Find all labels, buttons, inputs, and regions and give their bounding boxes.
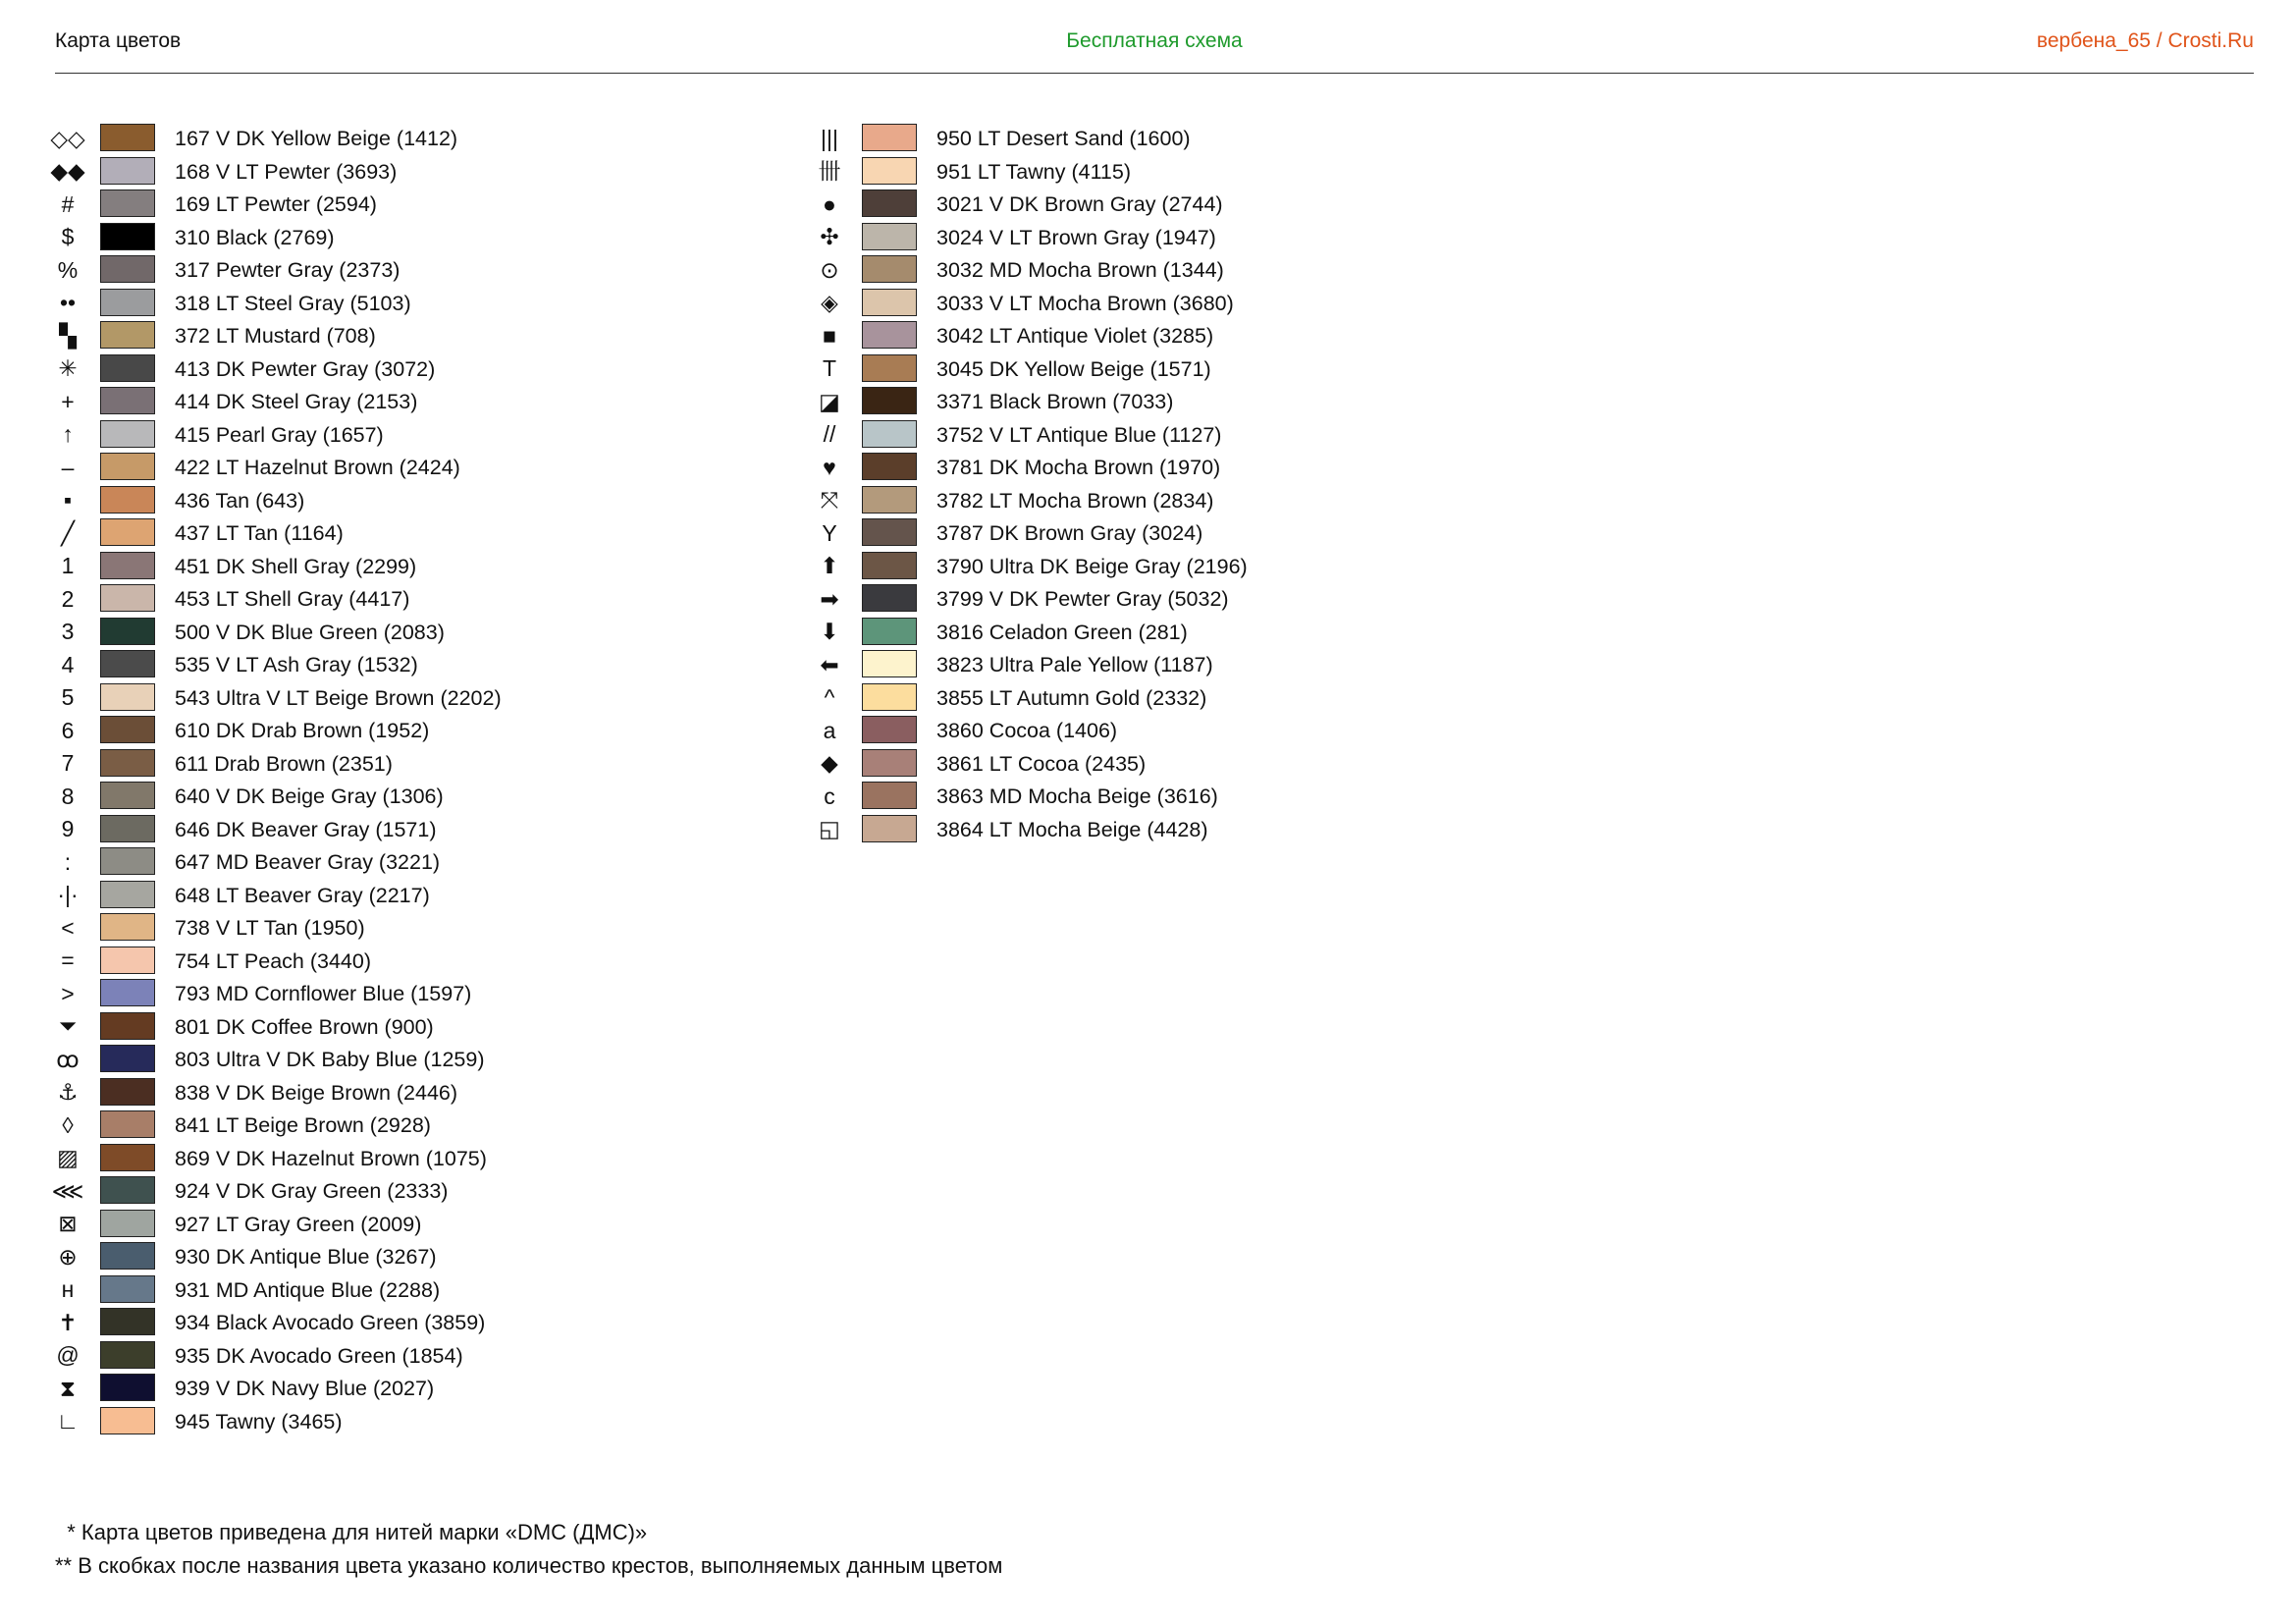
color-swatch bbox=[100, 552, 155, 579]
color-label: 924 V DK Gray Green (2333) bbox=[175, 1179, 449, 1203]
legend-row bbox=[51, 155, 777, 189]
legend-row bbox=[51, 221, 777, 254]
arrow-right-filled-icon: ➡ bbox=[820, 585, 839, 612]
circled-plus-icon: ⊕ bbox=[58, 1243, 78, 1270]
digit-8-icon: 8 bbox=[61, 783, 75, 809]
legend-row bbox=[813, 253, 1539, 287]
digit-1-icon: 1 bbox=[61, 553, 75, 578]
color-label: 3024 V LT Brown Gray (1947) bbox=[936, 225, 1216, 249]
color-label: 3863 MD Mocha Beige (3616) bbox=[936, 784, 1218, 808]
color-swatch bbox=[100, 815, 155, 842]
color-label: 3782 LT Mocha Brown (2834) bbox=[936, 488, 1214, 513]
filled-square-icon: ■ bbox=[823, 322, 836, 349]
color-swatch bbox=[100, 124, 155, 151]
legend-row bbox=[813, 385, 1539, 418]
color-swatch bbox=[100, 1176, 155, 1204]
color-swatch bbox=[862, 420, 917, 448]
color-swatch bbox=[862, 650, 917, 677]
color-label: 801 DK Coffee Brown (900) bbox=[175, 1014, 434, 1039]
color-label: 738 V LT Tan (1950) bbox=[175, 916, 365, 940]
cross-icon: ✝ bbox=[58, 1309, 78, 1335]
dash-icon: – bbox=[61, 454, 75, 480]
color-label: 3045 DK Yellow Beige (1571) bbox=[936, 356, 1211, 381]
color-label: 310 Black (2769) bbox=[175, 225, 335, 249]
triple-bar-icon: ||| bbox=[821, 125, 838, 151]
legend-row bbox=[813, 287, 1539, 320]
legend-row bbox=[51, 813, 777, 846]
legend-row bbox=[51, 977, 777, 1010]
color-swatch bbox=[862, 716, 917, 743]
legend-row bbox=[51, 845, 777, 879]
legend-row bbox=[51, 1076, 777, 1109]
color-label: 939 V DK Navy Blue (2027) bbox=[175, 1377, 435, 1400]
page-header bbox=[55, 29, 2254, 65]
legend-row bbox=[51, 747, 777, 781]
dot-bar-dot-icon: ·|· bbox=[57, 882, 79, 907]
color-label: 437 LT Tan (1164) bbox=[175, 521, 344, 545]
color-swatch bbox=[100, 1242, 155, 1270]
legend-row bbox=[51, 1142, 777, 1175]
legend-row bbox=[813, 813, 1539, 846]
double-triangle-down-icon: ⏷ bbox=[58, 1013, 78, 1039]
color-swatch bbox=[862, 815, 917, 842]
color-swatch bbox=[100, 321, 155, 349]
digit-3-icon: 3 bbox=[61, 619, 75, 644]
color-label: 934 Black Avocado Green (3859) bbox=[175, 1311, 486, 1334]
dollar-icon: $ bbox=[61, 224, 75, 249]
color-swatch bbox=[862, 683, 917, 711]
header-divider bbox=[55, 73, 2254, 74]
color-swatch bbox=[862, 486, 917, 514]
color-label: 930 DK Antique Blue (3267) bbox=[175, 1245, 437, 1269]
color-label: 167 V DK Yellow Beige (1412) bbox=[175, 127, 458, 150]
legend-row bbox=[813, 648, 1539, 681]
arrow-down-filled-icon: ⬇ bbox=[820, 619, 839, 644]
half-filled-square-icon: ◪ bbox=[819, 388, 840, 414]
color-label: 3371 Black Brown (7033) bbox=[936, 390, 1174, 413]
color-label: 3855 LT Autumn Gold (2332) bbox=[936, 685, 1207, 710]
color-swatch bbox=[100, 947, 155, 974]
legend-row bbox=[51, 648, 777, 681]
color-swatch bbox=[100, 979, 155, 1006]
legend-row bbox=[813, 681, 1539, 715]
legend-row bbox=[813, 747, 1539, 781]
digit-7-icon: 7 bbox=[61, 750, 75, 776]
legend-row bbox=[813, 451, 1539, 484]
tally-hash-icon: 卌 bbox=[818, 158, 841, 184]
corner-l-icon: ∟ bbox=[56, 1408, 80, 1434]
trefoil-icon: ꝏ bbox=[56, 1046, 80, 1072]
color-label: 413 DK Pewter Gray (3072) bbox=[175, 356, 436, 381]
checker-icon: ▚ bbox=[59, 322, 77, 349]
color-label: 535 V LT Ash Gray (1532) bbox=[175, 653, 418, 676]
color-swatch bbox=[862, 584, 917, 612]
color-swatch bbox=[100, 518, 155, 546]
color-swatch bbox=[100, 1407, 155, 1434]
color-swatch bbox=[100, 913, 155, 941]
legend-row bbox=[51, 616, 777, 649]
footer-note-dmc: * Карта цветов приведена для нитей марки «DMC (ДМС)» bbox=[55, 1520, 648, 1544]
digit-9-icon: 9 bbox=[61, 816, 75, 841]
color-swatch bbox=[862, 354, 917, 382]
legend-row bbox=[813, 352, 1539, 386]
legend-row bbox=[813, 418, 1539, 452]
cross-arrows-icon: ⤧ bbox=[820, 487, 839, 513]
color-swatch bbox=[100, 1012, 155, 1040]
legend-row bbox=[51, 780, 777, 813]
legend-row bbox=[51, 879, 777, 912]
legend-row bbox=[51, 945, 777, 978]
color-label: 3752 V LT Antique Blue (1127) bbox=[936, 422, 1222, 447]
legend-row bbox=[51, 1043, 777, 1076]
legend-row bbox=[51, 681, 777, 715]
angle-left-icon: < bbox=[61, 914, 75, 941]
color-swatch bbox=[100, 387, 155, 414]
color-swatch bbox=[100, 1210, 155, 1237]
color-label: 453 LT Shell Gray (4417) bbox=[175, 587, 410, 611]
color-swatch bbox=[862, 321, 917, 349]
color-label: 610 DK Drab Brown (1952) bbox=[175, 719, 430, 742]
percent-icon: % bbox=[57, 256, 79, 283]
color-label: 3861 LT Cocoa (2435) bbox=[936, 751, 1147, 776]
double-slash-icon: // bbox=[823, 421, 836, 447]
double-dot-icon: •• bbox=[59, 290, 77, 315]
color-swatch bbox=[100, 354, 155, 382]
color-swatch bbox=[100, 1144, 155, 1171]
legend-row bbox=[51, 911, 777, 945]
color-label: 931 MD Antique Blue (2288) bbox=[175, 1277, 441, 1302]
color-label: 3816 Celadon Green (281) bbox=[936, 620, 1188, 644]
letter-t-icon: T bbox=[822, 355, 837, 381]
color-swatch bbox=[100, 584, 155, 612]
color-label: 451 DK Shell Gray (2299) bbox=[175, 554, 417, 578]
legend-row bbox=[813, 780, 1539, 813]
anchor-icon: ⚓ bbox=[57, 1079, 79, 1105]
legend-row bbox=[813, 484, 1539, 517]
letter-a-icon: a bbox=[823, 717, 836, 743]
small-square-icon: ▪ bbox=[63, 487, 73, 513]
footer-notes bbox=[55, 1516, 1002, 1583]
legend-row bbox=[51, 385, 777, 418]
legend-row bbox=[51, 1010, 777, 1044]
color-label: 169 LT Pewter (2594) bbox=[175, 192, 377, 216]
header-free-scheme: Бесплатная схема bbox=[1066, 29, 1243, 52]
hatched-square-icon: ▨ bbox=[57, 1145, 79, 1170]
hash-icon: # bbox=[61, 190, 75, 217]
color-swatch bbox=[862, 387, 917, 414]
color-swatch bbox=[862, 552, 917, 579]
color-swatch bbox=[100, 420, 155, 448]
legend-row bbox=[51, 1109, 777, 1142]
color-swatch bbox=[100, 1341, 155, 1369]
legend-row bbox=[51, 550, 777, 583]
legend-row bbox=[51, 352, 777, 386]
color-swatch bbox=[100, 650, 155, 677]
color-swatch bbox=[862, 255, 917, 283]
color-label: 3042 LT Antique Violet (3285) bbox=[936, 324, 1214, 348]
color-swatch bbox=[862, 223, 917, 250]
boxed-x-icon: ⊠ bbox=[58, 1211, 78, 1236]
arrow-up-outline-icon: ↑ bbox=[62, 421, 74, 447]
legend-row bbox=[51, 188, 777, 221]
color-swatch bbox=[100, 223, 155, 250]
double-diamond-outline-icon: ◇◇ bbox=[50, 125, 85, 151]
color-swatch bbox=[862, 157, 917, 185]
legend-row bbox=[51, 516, 777, 550]
legend-row bbox=[813, 714, 1539, 747]
color-label: 318 LT Steel Gray (5103) bbox=[175, 291, 411, 315]
color-label: 640 V DK Beige Gray (1306) bbox=[175, 784, 444, 808]
legend-row bbox=[51, 451, 777, 484]
color-label: 754 LT Peach (3440) bbox=[175, 948, 372, 973]
color-swatch bbox=[862, 618, 917, 645]
angle-right-icon: > bbox=[61, 980, 75, 1006]
color-swatch bbox=[100, 881, 155, 908]
legend-row bbox=[51, 1339, 777, 1373]
letter-y-icon: Y bbox=[822, 519, 837, 546]
color-label: 3860 Cocoa (1406) bbox=[936, 719, 1118, 742]
color-label: 611 Drab Brown (2351) bbox=[175, 751, 393, 776]
triple-chevron-left-icon: ⋘ bbox=[51, 1177, 84, 1204]
color-label: 543 Ultra V LT Beige Brown (2202) bbox=[175, 685, 502, 710]
color-swatch bbox=[100, 618, 155, 645]
color-label: 950 LT Desert Sand (1600) bbox=[936, 127, 1191, 150]
legend-row bbox=[813, 188, 1539, 221]
color-label: 422 LT Hazelnut Brown (2424) bbox=[175, 456, 460, 479]
color-label: 927 LT Gray Green (2009) bbox=[175, 1212, 422, 1236]
legend-row bbox=[51, 1174, 777, 1208]
color-label: 945 Tawny (3465) bbox=[175, 1409, 343, 1434]
arrow-up-filled-icon: ⬆ bbox=[820, 553, 839, 578]
legend-row bbox=[51, 418, 777, 452]
color-swatch bbox=[100, 453, 155, 480]
color-label: 869 V DK Hazelnut Brown (1075) bbox=[175, 1146, 487, 1170]
color-label: 3864 LT Mocha Beige (4428) bbox=[936, 817, 1208, 841]
diamond-in-diamond-icon: ◈ bbox=[821, 290, 838, 315]
legend-row bbox=[51, 1273, 777, 1307]
legend-row bbox=[813, 550, 1539, 583]
color-label: 646 DK Beaver Gray (1571) bbox=[175, 817, 437, 841]
color-label: 500 V DK Blue Green (2083) bbox=[175, 620, 445, 644]
color-swatch bbox=[100, 782, 155, 809]
letter-c-icon: c bbox=[824, 783, 835, 809]
header-title: Карта цветов bbox=[55, 29, 182, 52]
color-label: 841 LT Beige Brown (2928) bbox=[175, 1113, 431, 1137]
color-swatch bbox=[100, 1374, 155, 1401]
legend-row bbox=[51, 1405, 777, 1438]
color-label: 3021 V DK Brown Gray (2744) bbox=[936, 192, 1223, 216]
legend-row bbox=[813, 582, 1539, 616]
color-swatch bbox=[100, 683, 155, 711]
lozenge-outline-icon: ◊ bbox=[62, 1111, 74, 1138]
legend-row bbox=[813, 122, 1539, 155]
square-corner-icon: ◱ bbox=[819, 816, 840, 841]
legend-row bbox=[51, 582, 777, 616]
color-swatch bbox=[100, 1045, 155, 1072]
legend-column-2 bbox=[813, 122, 1539, 845]
plus-icon: + bbox=[61, 388, 75, 414]
color-swatch bbox=[100, 255, 155, 283]
color-swatch bbox=[100, 189, 155, 217]
legend-row bbox=[51, 319, 777, 352]
color-swatch bbox=[862, 782, 917, 809]
color-label: 648 LT Beaver Gray (2217) bbox=[175, 883, 430, 907]
hourglass-icon: ⧗ bbox=[59, 1375, 77, 1401]
slash-icon: ╱ bbox=[61, 519, 75, 546]
legend-row bbox=[51, 1208, 777, 1241]
color-label: 3787 DK Brown Gray (3024) bbox=[936, 521, 1203, 545]
color-swatch bbox=[100, 1078, 155, 1106]
footer-note-counts: ** В скобках после названия цвета указано количество крестов, выполняемых данным цветом bbox=[55, 1553, 1003, 1578]
color-swatch bbox=[100, 749, 155, 777]
header-source-link[interactable]: вербена_65 / Crosti.Ru bbox=[2036, 29, 2254, 52]
color-label: 647 MD Beaver Gray (3221) bbox=[175, 850, 441, 874]
color-label: 793 MD Cornflower Blue (1597) bbox=[175, 982, 472, 1005]
legend-row bbox=[51, 1240, 777, 1273]
color-swatch bbox=[100, 716, 155, 743]
color-swatch bbox=[100, 289, 155, 316]
letter-h-icon: н bbox=[61, 1276, 75, 1302]
arrow-left-filled-icon: ⬅ bbox=[820, 651, 839, 677]
legend-row bbox=[51, 253, 777, 287]
color-swatch bbox=[100, 157, 155, 185]
color-label: 3799 V DK Pewter Gray (5032) bbox=[936, 587, 1229, 611]
legend-row bbox=[51, 122, 777, 155]
asterisk-icon: ✳ bbox=[58, 355, 78, 381]
color-label: 168 V LT Pewter (3693) bbox=[175, 159, 398, 184]
color-label: 3823 Ultra Pale Yellow (1187) bbox=[936, 653, 1213, 676]
legend-row bbox=[51, 714, 777, 747]
legend-row bbox=[51, 484, 777, 517]
filled-diamond-icon: ◆ bbox=[821, 750, 838, 776]
digit-6-icon: 6 bbox=[61, 717, 75, 743]
color-label: 317 Pewter Gray (2373) bbox=[175, 258, 400, 282]
color-swatch bbox=[862, 518, 917, 546]
color-label: 3790 Ultra DK Beige Gray (2196) bbox=[936, 554, 1248, 578]
legend-row bbox=[813, 616, 1539, 649]
legend-row bbox=[813, 155, 1539, 189]
digit-2-icon: 2 bbox=[61, 585, 75, 612]
color-label: 3033 V LT Mocha Brown (3680) bbox=[936, 291, 1234, 315]
color-swatch bbox=[862, 289, 917, 316]
color-swatch bbox=[862, 124, 917, 151]
color-swatch bbox=[862, 453, 917, 480]
color-swatch bbox=[100, 1110, 155, 1138]
legend-row bbox=[813, 319, 1539, 352]
color-label: 935 DK Avocado Green (1854) bbox=[175, 1343, 463, 1368]
circled-dot-icon: ⊙ bbox=[820, 256, 839, 283]
heart-icon: ♥ bbox=[823, 454, 836, 480]
legend-row bbox=[51, 287, 777, 320]
color-label: 3781 DK Mocha Brown (1970) bbox=[936, 456, 1221, 479]
color-swatch bbox=[100, 847, 155, 875]
color-label: 838 V DK Beige Brown (2446) bbox=[175, 1080, 458, 1105]
color-swatch bbox=[100, 1308, 155, 1335]
double-diamond-filled-icon: ◆◆ bbox=[50, 158, 85, 184]
spiral-icon: @ bbox=[56, 1342, 80, 1368]
color-label: 414 DK Steel Gray (2153) bbox=[175, 390, 418, 413]
color-label: 372 LT Mustard (708) bbox=[175, 324, 376, 348]
color-swatch bbox=[862, 749, 917, 777]
four-leaf-icon: ✣ bbox=[820, 224, 839, 249]
equals-icon: = bbox=[61, 947, 75, 973]
color-label: 803 Ultra V DK Baby Blue (1259) bbox=[175, 1048, 485, 1071]
filled-circle-icon: ● bbox=[823, 190, 836, 217]
digit-4-icon: 4 bbox=[61, 651, 75, 677]
legend-row bbox=[813, 516, 1539, 550]
legend-column-1 bbox=[51, 122, 777, 1437]
caret-icon: ^ bbox=[824, 684, 835, 710]
colon-icon: : bbox=[64, 848, 72, 875]
color-label: 951 LT Tawny (4115) bbox=[936, 159, 1132, 184]
color-label: 3032 MD Mocha Brown (1344) bbox=[936, 258, 1224, 282]
legend-row bbox=[813, 221, 1539, 254]
legend-row bbox=[51, 1372, 777, 1405]
color-label: 436 Tan (643) bbox=[175, 488, 305, 513]
color-swatch bbox=[862, 189, 917, 217]
color-label: 415 Pearl Gray (1657) bbox=[175, 422, 384, 447]
legend-row bbox=[51, 1306, 777, 1339]
color-swatch bbox=[100, 486, 155, 514]
color-swatch bbox=[100, 1275, 155, 1303]
digit-5-icon: 5 bbox=[61, 684, 75, 710]
